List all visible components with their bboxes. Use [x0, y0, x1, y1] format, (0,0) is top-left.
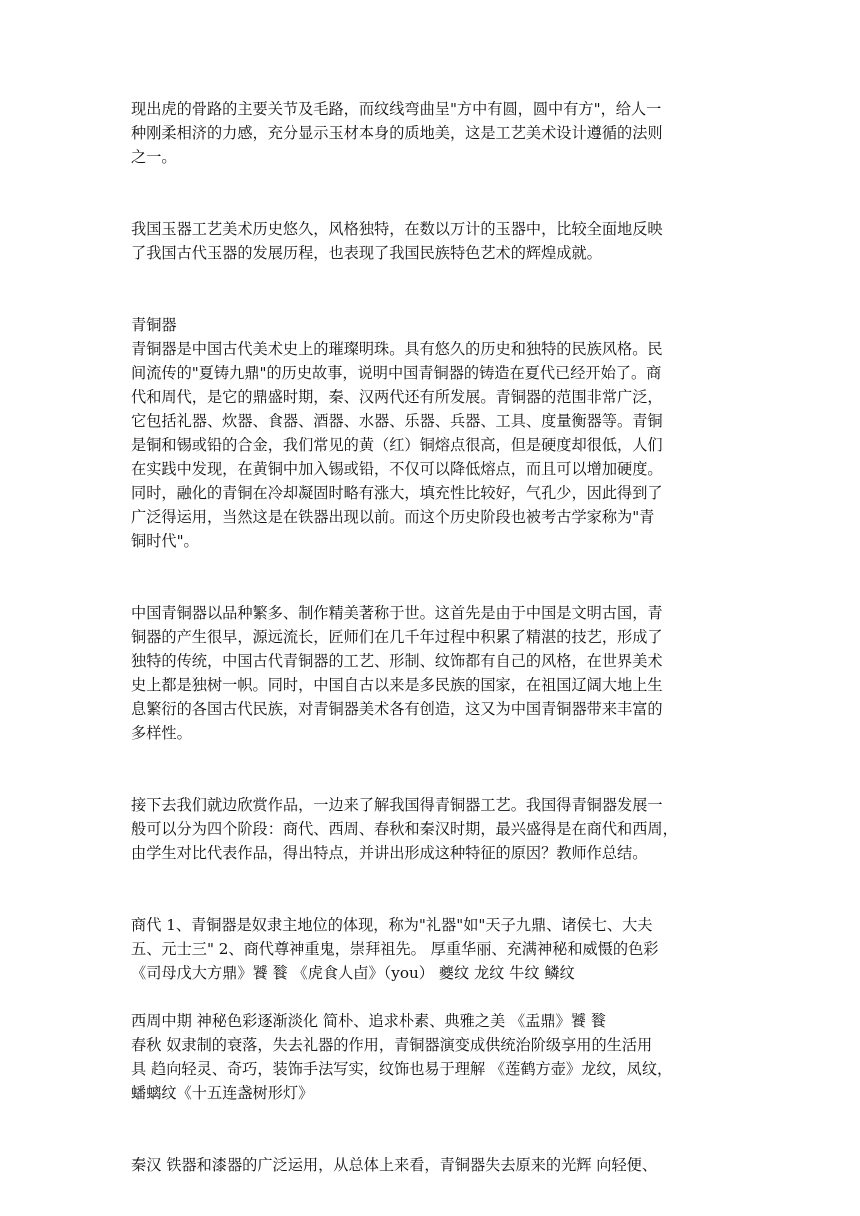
paragraph-shang-dynasty: [131, 913, 731, 985]
text-line: 种刚柔相济的力感，充分显示玉材本身的质地美，这是工艺美术设计遵循的法则: [131, 124, 663, 142]
paragraph-spacer: [131, 169, 731, 217]
text-line: 间流传的"夏铸九鼎"的历史故事，说明中国青铜器的铸造在夏代已经开始了。商: [131, 364, 662, 382]
paragraph-spacer: [131, 745, 731, 793]
text-line: 是铜和锡或铅的合金，我们常见的黄（红）铜熔点很高，但是硬度却很低，人们: [131, 436, 663, 454]
paragraph-jade-history: [131, 217, 731, 265]
text-line: 《司母戊大方鼎》饕 餮 《虎食人卣》（you） 夔纹 龙纹 牛纹 鳞纹: [131, 964, 575, 982]
text-line: 之一。: [131, 148, 177, 166]
paragraph-spacer: [131, 985, 731, 1009]
paragraph-bronze-variety: [131, 601, 731, 745]
text-line: 秦汉 铁器和漆器的广泛运用，从总体上来看，青铜器失去原来的光辉 向轻便、: [131, 1156, 658, 1174]
text-line: 具 趋向轻灵、奇巧，装饰手法写实，纹饰也易于理解 《莲鹤方壶》龙纹，凤纹，: [131, 1060, 673, 1078]
text-line: 青铜器是中国古代美术史上的璀璨明珠。具有悠久的历史和独特的民族风格。民: [131, 340, 663, 358]
text-line: 我国玉器工艺美术历史悠久，风格独特，在数以万计的玉器中，比较全面地反映: [131, 220, 663, 238]
text-line: 在实践中发现，在黄铜中加入锡或铅，不仅可以降低熔点，而且可以增加硬度。: [131, 460, 663, 478]
text-line: 铜器的产生很早，源远流长，匠师们在几千年过程中积累了精湛的技艺，形成了: [131, 628, 663, 646]
text-line: 代和周代，是它的鼎盛时期，秦、汉两代还有所发展。青铜器的范围非常广泛，: [131, 388, 663, 406]
text-line: 西周中期 神秘色彩逐渐淡化 简朴、追求朴素、典雅之美 《盂鼎》饕 餮: [131, 1012, 606, 1030]
text-line: 五、元士三" 2、商代尊神重鬼，崇拜祖先。 厚重华丽、充满神秘和威慑的色彩: [131, 940, 659, 958]
text-line: 由学生对比代表作品，得出特点，并讲出形成这种特征的原因？教师作总结。: [131, 844, 648, 862]
text-line: 现出虎的骨路的主要关节及毛路，而纹线弯曲呈"方中有圆，圆中有方"，给人一: [131, 100, 662, 118]
text-line: 接下去我们就边欣赏作品，一边来了解我国得青铜器工艺。我国得青铜器发展一: [131, 796, 663, 814]
text-line: 了我国古代玉器的发展历程，也表现了我国民族特色艺术的辉煌成就。: [131, 244, 602, 262]
text-line: 春秋 奴隶制的衰落，失去礼器的作用，青铜器演变成供统治阶级享用的生活用: [131, 1036, 653, 1054]
paragraph-spacer: [131, 553, 731, 601]
text-line: 中国青铜器以品种繁多、制作精美著称于世。这首先是由于中国是文明古国，青: [131, 604, 663, 622]
text-line: 般可以分为四个阶段：商代、西周、春秋和秦汉时期，最兴盛得是在商代和西周，: [131, 820, 678, 838]
paragraph-bronze-intro: [131, 313, 731, 553]
text-line: 同时，融化的青铜在冷却凝固时略有涨大，填充性比较好，气孔少，因此得到了: [131, 484, 663, 502]
paragraph-spacer: [131, 865, 731, 913]
section-heading: 青铜器: [131, 316, 177, 334]
text-line: 息繁衍的各国古代民族，对青铜器美术各有创造，这又为中国青铜器带来丰富的: [131, 700, 663, 718]
text-line: 史上都是独树一帜。同时，中国自古以来是多民族的国家，在祖国辽阔大地上生: [131, 676, 663, 694]
text-line: 独特的传统，中国古代青铜器的工艺、形制、纹饰都有自己的风格，在世界美术: [131, 652, 663, 670]
text-line: 铜时代"。: [131, 532, 199, 550]
text-line: 商代 1、青铜器是奴隶主地位的体现，称为"礼器"如"天子九鼎、诸侯七、大夫: [131, 916, 653, 934]
paragraph-jade-tiger-lines: [131, 97, 731, 169]
text-line: 多样性。: [131, 724, 192, 742]
paragraph-zhou-spring-autumn: [131, 1009, 731, 1105]
paragraph-spacer: [131, 1105, 731, 1153]
text-line: 广泛得运用，当然这是在铁器出现以前。而这个历史阶段也被考古学家称为"青: [131, 508, 655, 526]
paragraph-spacer: [131, 265, 731, 313]
text-line: 蟠螭纹《十五连盏树形灯》: [131, 1084, 314, 1102]
document-page: [131, 97, 731, 1177]
text-line: 它包括礼器、炊器、食器、酒器、水器、乐器、兵器、工具、度量衡器等。青铜: [131, 412, 663, 430]
paragraph-qin-han: [131, 1153, 731, 1177]
paragraph-bronze-stages: [131, 793, 731, 865]
